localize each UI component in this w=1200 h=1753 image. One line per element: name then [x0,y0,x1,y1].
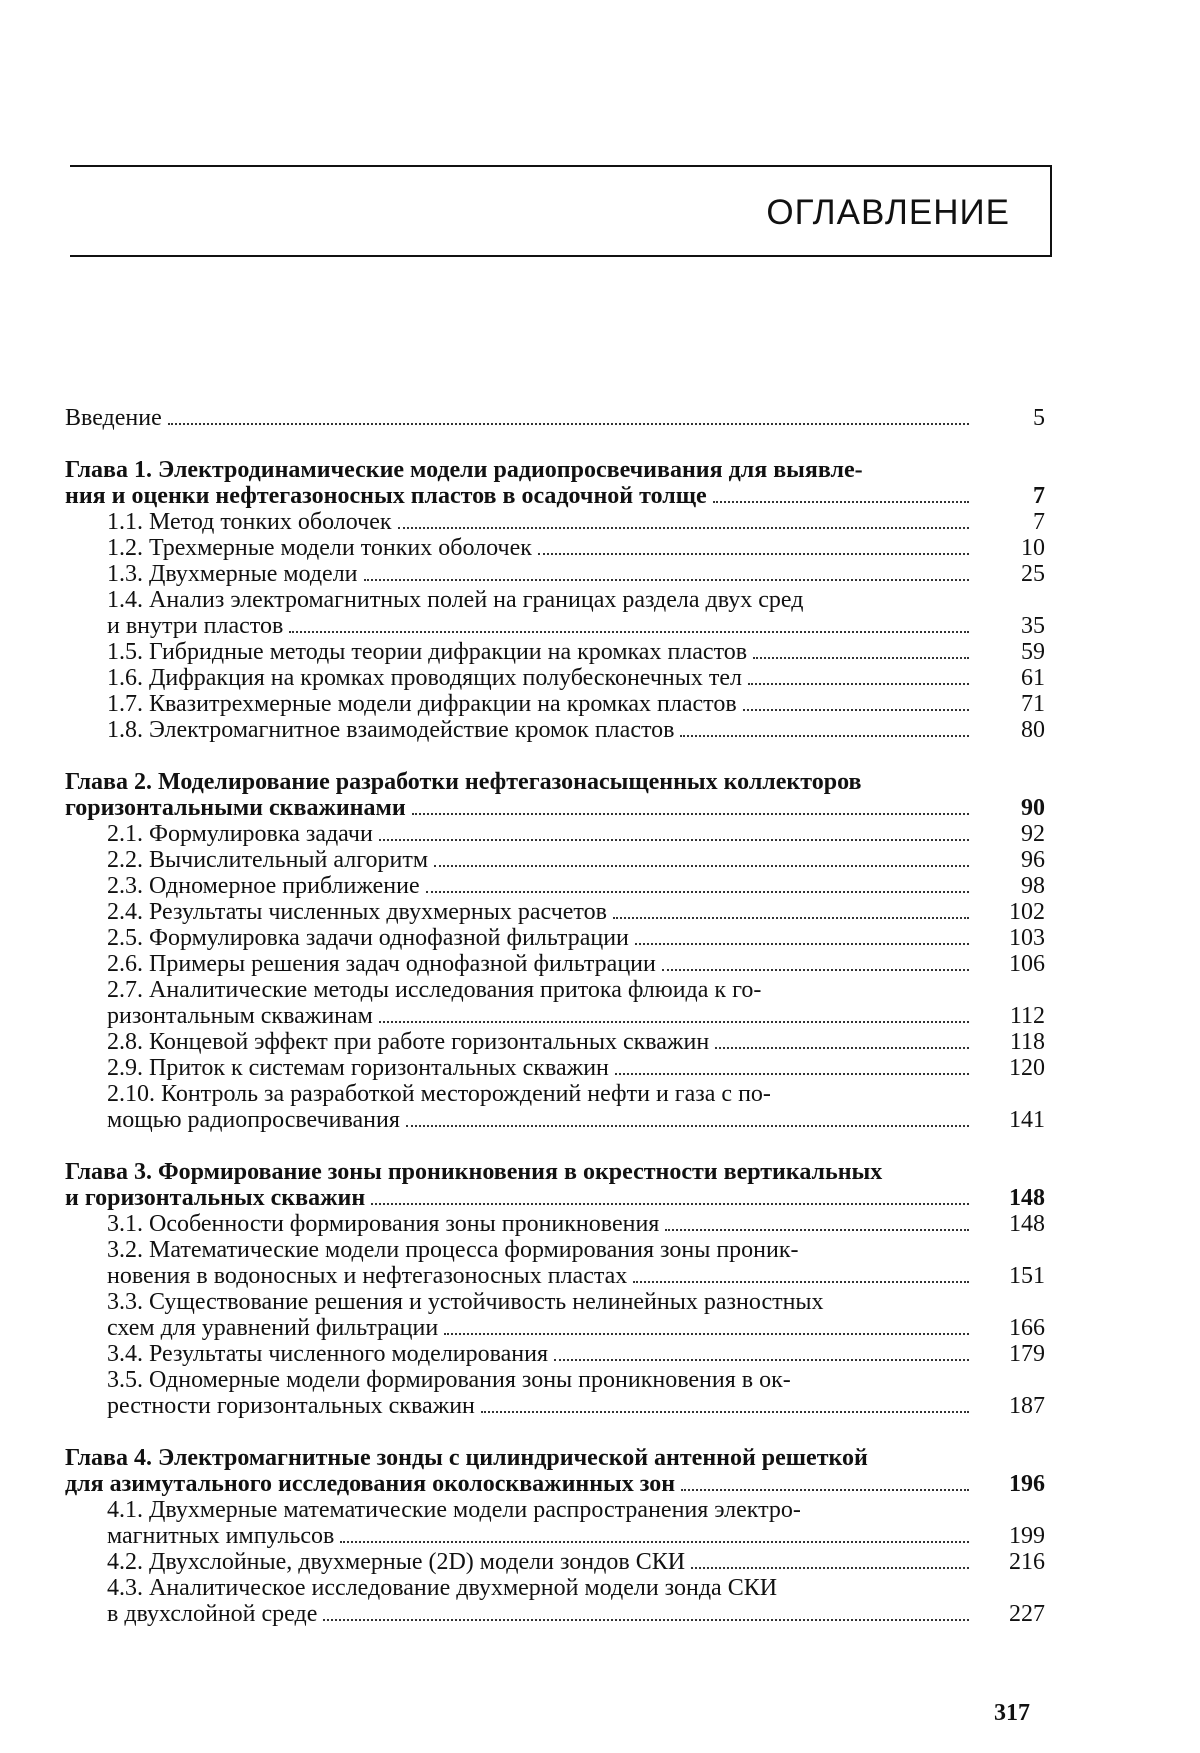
entry-title: 2.1. Формулировка задачи [107,821,373,847]
chapter-entry[interactable] [65,1185,1045,1211]
entry-title: 1.1. Метод тонких оболочек [107,509,392,535]
section-title-line: 3.2. Математические модели процесса формирования зоны проник- [107,1237,799,1263]
section-title-line: 2.7. Аналитические методы исследования притока флюида к го- [107,977,762,1003]
section-entry[interactable] [107,561,1045,587]
entry-title: 1.5. Гибридные методы теории дифракции на кромках пластов [107,639,748,665]
dot-leader [715,1047,969,1049]
entry-page: 92 [1021,821,1045,847]
chapter-title-line: Глава 3. Формирование зоны проникновения в окрестности вертикальных [65,1159,883,1185]
section-title-line: 2.10. Контроль за разработкой месторождений нефти и газа с по- [107,1081,771,1107]
entry-page: 179 [1009,1341,1045,1367]
section-entry[interactable] [107,873,1045,899]
entry-title: и горизонтальных скважин [65,1185,366,1211]
section-entry[interactable] [107,821,1045,847]
dot-leader [665,1229,969,1231]
section-list [65,1211,1045,1419]
entry-page: 98 [1021,873,1045,899]
entry-page: 7 [1033,509,1045,535]
section-entry[interactable] [107,1263,1045,1289]
dot-leader [340,1541,969,1543]
entry-page: 151 [1009,1263,1045,1289]
section-entry[interactable] [107,1601,1045,1627]
section-title-line: 3.5. Одномерные модели формирования зоны проникновения в ок- [107,1367,791,1393]
section-entry[interactable] [107,1055,1045,1081]
dot-leader [753,657,969,659]
entry-page: 7 [1033,483,1045,509]
dot-leader [289,631,969,633]
section-list [65,509,1045,743]
page-title: ОГЛАВЛЕНИЕ [766,193,1010,232]
entry-page: 118 [1009,1029,1045,1055]
section-list [65,821,1045,1133]
entry-title: горизонтальными скважинами [65,795,406,821]
section-entry[interactable] [107,1003,1045,1029]
dot-leader [379,839,969,841]
entry-page: 59 [1021,639,1045,665]
entry-page: 90 [1021,795,1045,821]
entry-page: 71 [1021,691,1045,717]
dot-leader [554,1359,969,1361]
dot-leader [633,1281,969,1283]
entry-page: 61 [1021,665,1045,691]
chapter-block [65,769,1045,1133]
entry-page: 35 [1021,613,1045,639]
chapter-entry[interactable] [65,795,1045,821]
entry-title: 3.4. Результаты численного моделирования [107,1341,549,1367]
entry-title: 2.9. Приток к системам горизонтальных скважин [107,1055,609,1081]
entry-page: 10 [1021,535,1045,561]
dot-leader [168,423,969,425]
entry-page: 199 [1009,1523,1045,1549]
entry-title: 1.8. Электромагнитное взаимодействие кромок пластов [107,717,675,743]
dot-leader [613,917,969,919]
entry-page: 106 [1009,951,1045,977]
section-entry[interactable] [107,847,1045,873]
entry-title: 1.6. Дифракция на кромках проводящих полубесконечных тел [107,665,743,691]
chapter-block [65,1445,1045,1627]
chapter-entry[interactable] [65,483,1045,509]
dot-leader [371,1203,969,1205]
dot-leader [681,1489,969,1491]
section-title-line: 4.1. Двухмерные математические модели распространения электро- [107,1497,801,1523]
entry-title: 2.4. Результаты численных двухмерных расчетов [107,899,607,925]
dot-leader [635,943,969,945]
entry-title: магнитных импульсов [107,1523,335,1549]
dot-leader [538,553,969,555]
header-frame [70,165,1052,257]
dot-leader [406,1125,969,1127]
chapter-entry[interactable] [65,1471,1045,1497]
entry-page: 102 [1009,899,1045,925]
entry-page: 148 [1009,1185,1045,1211]
section-title-line: 1.4. Анализ электромагнитных полей на границах раздела двух сред [107,587,804,613]
chapter-block [65,1159,1045,1419]
section-entry[interactable] [107,1341,1045,1367]
entry-title: для азимутального исследования околоскважинных зон [65,1471,676,1497]
section-list [65,1497,1045,1627]
section-entry[interactable] [107,899,1045,925]
entry-page: 5 [1033,405,1045,431]
entry-title: 2.8. Концевой эффект при работе горизонтальных скважин [107,1029,710,1055]
section-entry[interactable] [107,665,1045,691]
entry-page: 148 [1009,1211,1045,1237]
entry-title: 1.7. Квазитрехмерные модели дифракции на кромках пластов [107,691,737,717]
dot-leader [748,683,969,685]
dot-leader [398,527,969,529]
entry-title: мощью радиопросвечивания [107,1107,400,1133]
entry-title: в двухслойной среде [107,1601,318,1627]
chapter-title-line: Глава 1. Электродинамические модели радиопросвечивания для выявле- [65,457,863,483]
entry-title: 2.6. Примеры решения задач однофазной фильтрации [107,951,656,977]
dot-leader [662,969,969,971]
dot-leader [743,709,969,711]
entry-title: ризонтальным скважинам [107,1003,373,1029]
section-entry[interactable] [107,1393,1045,1419]
section-entry[interactable] [107,1523,1045,1549]
entry-page: 227 [1009,1601,1045,1627]
entry-title: 2.5. Формулировка задачи однофазной фильтрации [107,925,629,951]
dot-leader [680,735,969,737]
entry-title: 1.3. Двухмерные модели [107,561,358,587]
entry-page: 25 [1021,561,1045,587]
entry-page: 166 [1009,1315,1045,1341]
entry-page: 103 [1009,925,1045,951]
entry-page: 196 [1009,1471,1045,1497]
chapter-block [65,457,1045,743]
dot-leader [364,579,969,581]
entry-title: 4.2. Двухслойные, двухмерные (2D) модели зондов СКИ [107,1549,686,1575]
section-entry[interactable] [107,1029,1045,1055]
dot-leader [323,1619,969,1621]
section-title-line: 3.3. Существование решения и устойчивость нелинейных разностных [107,1289,824,1315]
section-entry[interactable] [107,1211,1045,1237]
entry-page: 187 [1009,1393,1045,1419]
toc-entry-intro[interactable] [65,405,1045,431]
section-entry[interactable] [107,535,1045,561]
entry-title: ния и оценки нефтегазоносных пластов в осадочной толще [65,483,707,509]
section-entry[interactable] [107,691,1045,717]
section-entry[interactable] [107,509,1045,535]
entry-page: 80 [1021,717,1045,743]
section-entry[interactable] [107,951,1045,977]
entry-title: схем для уравнений фильтрации [107,1315,439,1341]
dot-leader [434,865,969,867]
entry-page: 96 [1021,847,1045,873]
entry-page: 141 [1009,1107,1045,1133]
entry-page: 216 [1009,1549,1045,1575]
dot-leader [713,501,969,503]
section-entry[interactable] [107,613,1045,639]
entry-title: новения в водоносных и нефтегазоносных пластах [107,1263,628,1289]
dot-leader [615,1073,969,1075]
entry-title: 2.2. Вычислительный алгоритм [107,847,428,873]
page-number: 317 [994,1700,1030,1726]
dot-leader [444,1333,969,1335]
section-entry[interactable] [107,1107,1045,1133]
entry-title: рестности горизонтальных скважин [107,1393,475,1419]
dot-leader [481,1411,969,1413]
dot-leader [426,891,969,893]
section-entry[interactable] [107,925,1045,951]
section-entry[interactable] [107,1549,1045,1575]
section-entry[interactable] [107,717,1045,743]
entry-title: 3.1. Особенности формирования зоны проникновения [107,1211,660,1237]
dot-leader [412,813,969,815]
entry-page: 120 [1009,1055,1045,1081]
chapter-title-line: Глава 4. Электромагнитные зонды с цилиндрической антенной решеткой [65,1445,868,1471]
section-entry[interactable] [107,1315,1045,1341]
entry-page: 112 [1009,1003,1045,1029]
entry-title: и внутри пластов [107,613,284,639]
entry-title: Введение [65,405,162,431]
chapter-title-line: Глава 2. Моделирование разработки нефтегазонасыщенных коллекторов [65,769,862,795]
section-title-line: 4.3. Аналитическое исследование двухмерной модели зонда СКИ [107,1575,778,1601]
entry-title: 1.2. Трехмерные модели тонких оболочек [107,535,532,561]
table-of-contents [65,405,1045,1627]
entry-title: 2.3. Одномерное приближение [107,873,420,899]
dot-leader [379,1021,969,1023]
section-entry[interactable] [107,639,1045,665]
dot-leader [691,1567,969,1569]
